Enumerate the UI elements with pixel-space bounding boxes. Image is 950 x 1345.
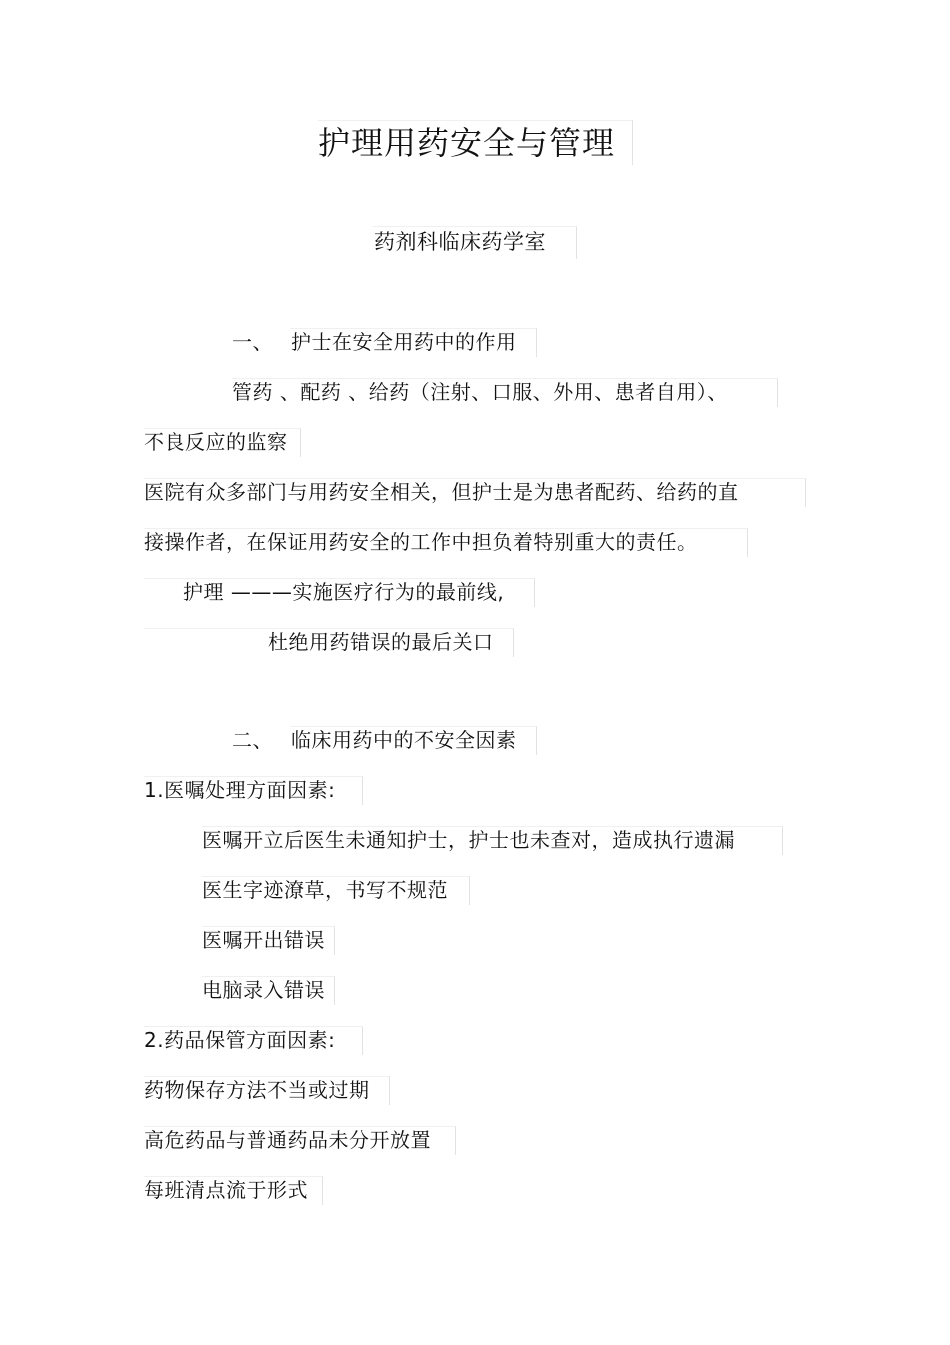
section1-paragraph-line2: 接操作者，在保证用药安全的工作中担负着特别重大的责任。 bbox=[144, 530, 698, 554]
section2-heading-number: 二、 bbox=[232, 728, 273, 752]
section1-items-line2: 不良反应的监察 bbox=[144, 430, 288, 454]
section1-slogan-line1: 护理 ———实施医疗行为的最前线, bbox=[183, 580, 505, 604]
list-item: 每班清点流于形式 bbox=[144, 1178, 308, 1202]
section1-slogan-line2: 杜绝用药错误的最后关口 bbox=[268, 630, 494, 654]
list-item: 药物保存方法不当或过期 bbox=[144, 1078, 370, 1102]
section1-items-line1: 管药 、配药 、给药（注射、口服、外用、患者自用）、 bbox=[232, 380, 728, 404]
document-title: 护理用药安全与管理 bbox=[318, 124, 616, 162]
subsection1-title: 1.医嘱处理方面因素: bbox=[144, 778, 336, 802]
section1-paragraph-line1: 医院有众多部门与用药安全相关，但护士是为患者配药、给药的直 bbox=[144, 480, 739, 504]
subsection2-title: 2.药品保管方面因素: bbox=[144, 1028, 336, 1052]
list-item: 医嘱开出错误 bbox=[202, 928, 325, 952]
section1-heading: 护士在安全用药中的作用 bbox=[291, 330, 517, 354]
list-item: 电脑录入错误 bbox=[202, 978, 325, 1002]
list-item: 医生字迹潦草，书写不规范 bbox=[202, 878, 448, 902]
section2-heading: 临床用药中的不安全因素 bbox=[291, 728, 517, 752]
section1-heading-number: 一、 bbox=[232, 330, 273, 354]
document-subtitle: 药剂科临床药学室 bbox=[374, 230, 546, 254]
list-item: 医嘱开立后医生未通知护士，护士也未查对，造成执行遗漏 bbox=[202, 828, 735, 852]
list-item: 高危药品与普通药品未分开放置 bbox=[144, 1128, 431, 1152]
